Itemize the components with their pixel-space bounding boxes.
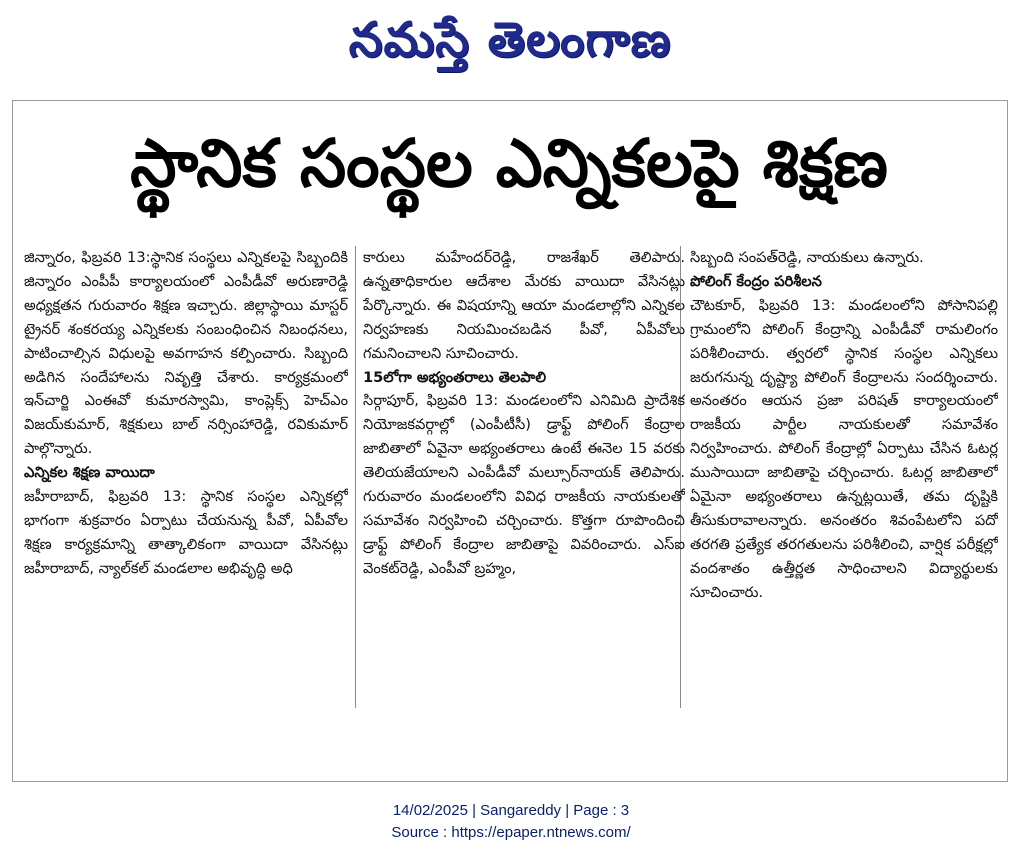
footer-date-page: 14/02/2025 | Sangareddy | Page : 3 xyxy=(392,802,630,819)
paragraph: జిన్నారం, ఫిబ్రవరి 13:స్థానిక సంస్థలు ఎన్నికలపై సిబ్బందికి జిన్నారం ఎంపీపీ కార్యాలయంలో ఎంపీడీవో అరుణారెడ్డి అధ్యక్షతన గురువారం శిక్షణ ఇచ్చారు. జిల్లాస్థాయి మాస్టర్ ట్రైనర్ శంకరయ్య ఎన్నికలకు సంబంధించిన నిబంధనలు, పాటించాల్సిన విధులపై అవగాహన కల్పించారు. సిబ్బంది అడిగిన సందేహాలను నివృత్తి చేశారు. కార్యక్రమంలో ఇన్‌చార్జి ఎంఈవో కుమారస్వామి, కాంప్లెక్స్ హెచ్ఎం విజయ్‌కుమార్, శిక్షకులు బాల్ నర్సింహారెడ్డి, రవికుమార్ పాల్గొన్నారు. xyxy=(24,249,348,458)
footer-source: Source : https://epaper.ntnews.com/ xyxy=(391,824,631,841)
column-divider xyxy=(355,246,356,708)
article-column-2 xyxy=(363,246,685,724)
article-headline: స్థానిక సంస్థల ఎన్నికలపై శిక్షణ xyxy=(130,125,888,202)
subheading: 15లోగా అభ్యంతరాలు తెలపాలి xyxy=(363,368,547,386)
paragraph: జహీరాబాద్, ఫిబ్రవరి 13: స్థానిక సంస్థల ఎన్నికల్లో భాగంగా శుక్రవారం ఏర్పాటు చేయనున్న పీవో, ఏపీవోల శిక్షణ కార్యక్రమాన్ని తాత్కాలికంగా వాయిదా వేసినట్లు జహీరాబాద్, న్యాల్‌కల్ మండలాల అభివృద్ధి అధి xyxy=(24,488,348,577)
article-column-1 xyxy=(24,246,348,724)
paragraph: సిబ్బంది సంపత్‌రెడ్డి, నాయకులు ఉన్నారు. xyxy=(690,249,924,266)
paragraph: చౌటకూర్, ఫిబ్రవరి 13: మండలంలోని పోసానిపల్లి గ్రామంలోని పోలింగ్ కేంద్రాన్ని ఎంపీడీవో రామలింగం పరిశీలించారు. త్వరలో స్థానిక సంస్థల ఎన్నికలు జరుగనున్న దృష్ట్యా పోలింగ్ కేంద్రాలను సందర్శించారు. అనంతరం ఆయన ప్రజా పరిషత్ కార్యాలయంలో రాజకీయ పార్టీల నాయకులతో సమావేశం నిర్వహించారు. పోలింగ్ కేంద్రాల్లో ఏర్పాటు చేసిన ఓటర్ల ముసాయిదా జాబితాపై చర్చించారు. ఓటర్ల జాబితాలో ఏమైనా అభ్యంతరాలు ఉన్నట్లయితే, తమ దృష్టికి తీసుకురావాలన్నారు. అనంతరం శివంపేటలోని పదో తరగతి ప్రత్యేక తరగతులను పరిశీలించి, వార్షిక పరీక్షల్లో వందశాతం ఉత్తీర్ణత సాధించాలని విద్యార్థులకు సూచించారు. xyxy=(690,296,998,601)
article-column-3 xyxy=(690,246,998,724)
subheading: ఎన్నికల శిక్షణ వాయిదా xyxy=(24,464,155,482)
subheading: పోలింగ్ కేంద్రం పరిశీలన xyxy=(690,272,822,290)
paragraph: సిర్గాపూర్, ఫిబ్రవరి 13: మండలంలోని ఎనిమిది ప్రాదేశిక నియోజకవర్గాల్లో (ఎంపీటీసీ) డ్రాఫ్ట్ పోలింగ్ కేంద్రాల జాబితాలో ఏవైనా అభ్యంతరాలు ఉంటే ఈనెల 15 వరకు తెలియజేయాలని ఎంపీడీవో మల్సూర్‌నాయక్ తెలిపారు. గురువారం మండలంలోని వివిధ రాజకీయ నాయకులతో సమావేశం నిర్వహించి చర్చించారు. కొత్తగా రూపొందించి డ్రాఫ్ట్ పోలింగ్ కేంద్రాల జాబితాపై వివరించారు. ఎస్ఐ వెంకట్‌రెడ్డి, ఎంపీవో బ్రహ్మం, xyxy=(363,392,685,577)
newspaper-masthead: నమస్తే తెలంగాణ xyxy=(348,12,672,68)
paragraph: కారులు మహేందర్‌రెడ్డి, రాజశేఖర్ తెలిపారు. ఉన్నతాధికారుల ఆదేశాల మేరకు వాయిదా వేసినట్లు పేర్కొన్నారు. ఈ విషయాన్ని ఆయా మండలాల్లోని ఎన్నికల నిర్వహణకు నియమించబడిన పీవో, ఏపీవోలు గమనించాలని సూచించారు. xyxy=(363,249,685,362)
